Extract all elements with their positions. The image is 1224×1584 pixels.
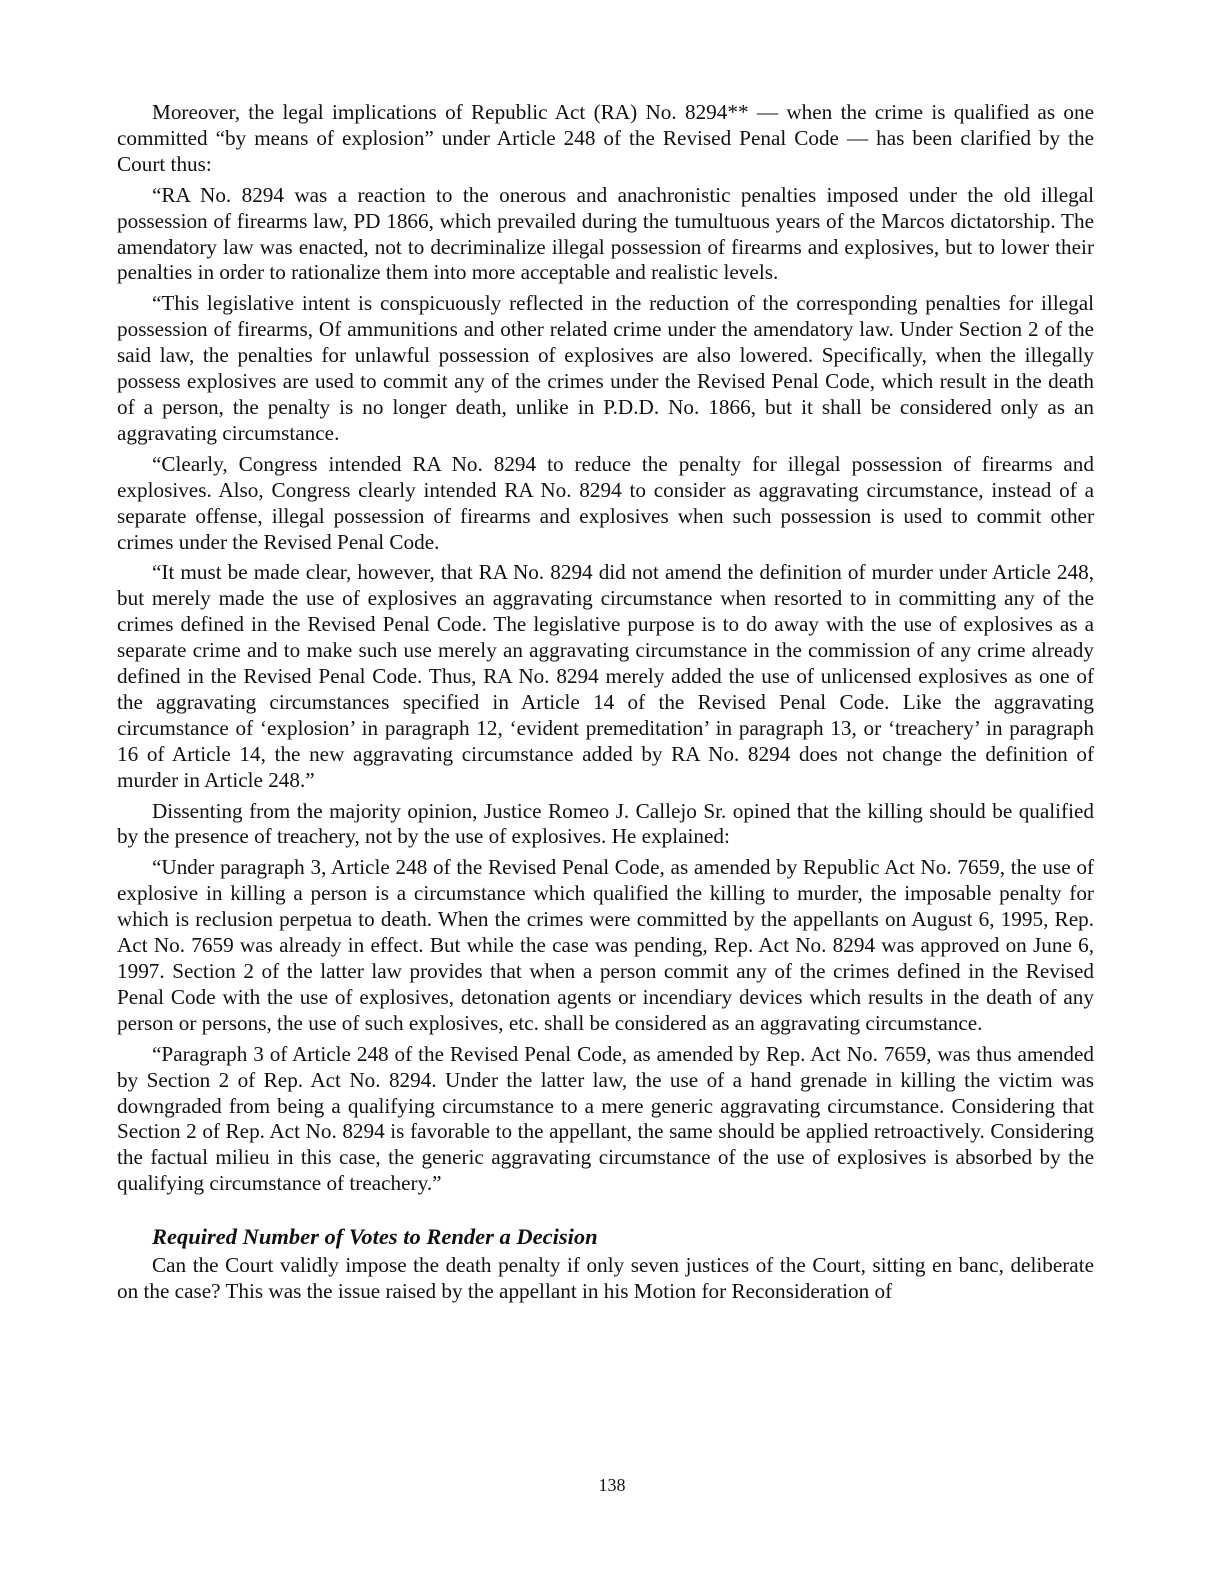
- paragraph: Moreover, the legal implications of Republic Act (RA) No. 8294** — when the crime is qualified as one committed “by means of explosion” under Article 248 of the Revised Penal Code — has been clarified by the Court thus:: [117, 100, 1094, 176]
- block-quote-paragraph: “Clearly, Congress intended RA No. 8294 to reduce the penalty for illegal possession of firearms and explosives. Also, Congress clearly intended RA No. 8294 to consider as aggravating circumstance, instead of a separate offense, illegal possession of firearms and explosives when such possession is used to commit other crimes under the Revised Penal Code.: [117, 451, 1094, 554]
- paragraph: Dissenting from the majority opinion, Justice Romeo J. Callejo Sr. opined that the killing should be qualified by the presence of treachery, not by the use of explosives. He explained:: [117, 798, 1094, 849]
- section-heading: Required Number of Votes to Render a Decision: [152, 1224, 598, 1250]
- block-quote-paragraph: “Under paragraph 3, Article 248 of the Revised Penal Code, as amended by Republic Act No. 7659, the use of explosive in killing a person is a circumstance which qualified the killing to murder, the imposable penalty for which is reclusion perpetua to death. When the crimes were committed by the appellants on August 6, 1995, Rep. Act No. 7659 was already in effect. But while the case was pending, Rep. Act No. 8294 was approved on June 6, 1997. Section 2 of the latter law provides that when a person commit any of the crimes defined in the Revised Penal Code with the use of explosives, detonation agents or incendiary devices which results in the death of any person or persons, the use of such explosives, etc. shall be considered as an aggravating circumstance.: [117, 855, 1094, 1035]
- document-page: [117, 100, 1094, 1310]
- paragraph: Can the Court validly impose the death penalty if only seven justices of the Court, sitting en banc, deliberate on the case? This was the issue raised by the appellant in his Motion for Reconsideration of: [117, 1253, 1094, 1304]
- block-quote-paragraph: “It must be made clear, however, that RA No. 8294 did not amend the definition of murder under Article 248, but merely made the use of explosives an aggravating circumstance when resorted to in committing any of the crimes defined in the Revised Penal Code. The legislative purpose is to do away with the use of explosives as a separate crime and to make such use merely an aggravating circumstance in the commission of any crime already defined in the Revised Penal Code. Thus, RA No. 8294 merely added the use of unlicensed explosives as one of the aggravating circumstances specified in Article 14 of the Revised Penal Code. Like the aggravating circumstance of ‘explosion’ in paragraph 12, ‘evident premeditation’ in paragraph 13, or ‘treachery’ in paragraph 16 of Article 14, the new aggravating circumstance added by RA No. 8294 does not change the definition of murder in Article 248.”: [117, 560, 1094, 792]
- block-quote-paragraph: “Paragraph 3 of Article 248 of the Revised Penal Code, as amended by Rep. Act No. 7659, was thus amended by Section 2 of Rep. Act No. 8294. Under the latter law, the use of a hand grenade in killing the victim was downgraded from being a qualifying circumstance to a mere generic aggravating circumstance. Considering that Section 2 of Rep. Act No. 8294 is favorable to the appellant, the same should be applied retroactively. Considering the factual milieu in this case, the generic aggravating circumstance of the use of explosives is absorbed by the qualifying circumstance of treachery.”: [117, 1041, 1094, 1196]
- block-quote-paragraph: “RA No. 8294 was a reaction to the onerous and anachronistic penalties imposed under the old illegal possession of firearms law, PD 1866, which prevailed during the tumultuous years of the Marcos dictatorship. The amendatory law was enacted, not to decriminalize illegal possession of firearms and explosives, but to lower their penalties in order to rationalize them into more acceptable and realistic levels.: [117, 182, 1094, 285]
- page-number: 138: [598, 1475, 626, 1495]
- block-quote-paragraph: “This legislative intent is conspicuously reflected in the reduction of the corresponding penalties for illegal possession of firearms, Of ammunitions and other related crime under the amendatory law. Under Section 2 of the said law, the penalties for unlawful possession of explosives are also lowered. Specifically, when the illegally possess explosives are used to commit any of the crimes under the Revised Penal Code, which result in the death of a person, the penalty is no longer death, unlike in P.D.D. No. 1866, but it shall be considered only as an aggravating circumstance.: [117, 291, 1094, 445]
